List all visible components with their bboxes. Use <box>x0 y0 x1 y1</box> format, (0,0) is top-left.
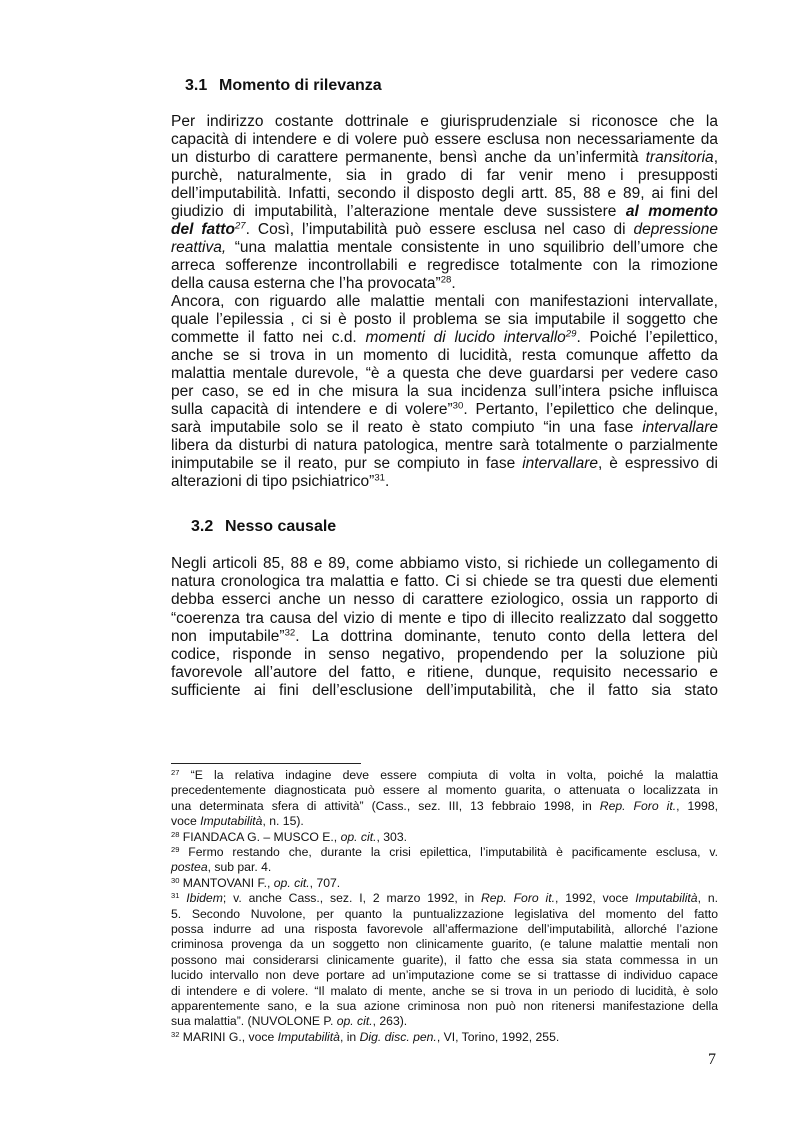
text-run: un disturbo di carattere permanente, bensì anche da un’infermità <box>171 149 646 166</box>
text-run: Ibidem <box>186 891 223 906</box>
text-line <box>171 383 718 401</box>
footnote-ref: 32 <box>284 627 296 639</box>
text-run: Imputabilità <box>200 814 263 829</box>
page-number: 7 <box>708 1051 716 1068</box>
text-run: op. cit. <box>340 829 377 844</box>
text-run: quale l’epilessia , ci si è posto il problema se sia imputabile il soggetto che <box>171 311 718 328</box>
text-run: MARINI G., voce <box>179 1029 278 1044</box>
text-run: capacità di intendere e di volere può essere esclusa non necessariamente da <box>171 131 718 148</box>
footnote-line <box>171 937 718 952</box>
text-run: sulla capacità di intendere e di volere” <box>171 401 453 418</box>
text-run: . Così, l’imputabilità può essere esclusa nel caso di <box>245 221 634 238</box>
text-run: non imputabile” <box>171 627 285 645</box>
footnote-ref: 31 <box>171 891 180 901</box>
text-run: MANTOVANI F., <box>179 875 274 890</box>
text-line <box>171 203 718 221</box>
text-line <box>171 275 718 293</box>
footnote-ref: 30 <box>452 400 464 412</box>
text-run: , <box>713 149 718 166</box>
text-run: “una malattia mentale consistente in uno squilibrio dell’umore che <box>226 239 718 256</box>
footnote-line <box>171 783 718 798</box>
text-line <box>171 437 718 455</box>
text-line <box>171 239 718 257</box>
text-run: Rep. Foro it. <box>599 798 677 813</box>
text-run: una determinata sfera di attività” (Cass., sez. III, 13 febbraio 1998, in <box>171 798 600 813</box>
text-run: libera da disturbi di natura patologica, mentre sarà totalmente o parzialmente <box>171 437 718 454</box>
text-run: della causa esterna che l’ha provocata” <box>171 275 441 292</box>
text-run: “E la relativa indagine deve essere compiuta di volta in volta, poiché la malattia <box>179 768 718 782</box>
footnote-line <box>171 814 718 829</box>
text-run: , n. <box>697 891 718 906</box>
text-run: . La dottrina dominante, tenuto conto della lettera del <box>295 627 718 645</box>
text-run: per caso, se ed in che misura la sua incidenza sull’intera psiche influisca <box>171 383 718 400</box>
text-run: , 707. <box>309 875 341 890</box>
text-run: malattia mentale durevole, “è a questa che deve guardarsi per vedere caso <box>171 365 718 382</box>
text-run: codice, risponde in senso negativo, propendendo per la soluzione più <box>171 646 718 663</box>
text-run: Negli articoli 85, 88 e 89, come abbiamo visto, si richiede un collegamento di <box>171 555 718 572</box>
footnote-line <box>171 1030 718 1045</box>
text-run: 5. Secondo Nuvolone, per quanto la puntualizzazione legislativa del momento del fatto <box>171 906 718 921</box>
section-heading-3-2 <box>191 518 336 536</box>
footnote-separator <box>171 763 361 764</box>
footnote-ref: 30 <box>171 875 180 885</box>
text-line <box>171 682 718 700</box>
text-line <box>171 113 718 131</box>
text-run: Dig. disc. pen. <box>359 1029 437 1044</box>
text-run: di intendere e di volere. “Il malato di mente, anche se si trova in un periodo di lucidità, è solo <box>171 983 718 998</box>
text-run: natura cronologica tra malattia e fatto. Ci si chiede se tra questi due elementi <box>171 573 718 591</box>
text-run: debba esserci anche un nesso di carattere eziologico, ossia un rapporto di <box>171 591 718 609</box>
text-line <box>171 221 718 239</box>
text-line <box>171 347 718 365</box>
text-run: FIANDACA G. – MUSCO E., <box>179 829 341 844</box>
text-run: momenti di lucido intervallo <box>365 329 566 346</box>
footnote-line <box>171 922 718 937</box>
section-heading-3-1 <box>185 77 382 95</box>
text-run: possono mai considerarsi clinicamente guarite), il fatto che essa sia stata commessa in un <box>171 952 718 967</box>
text-run: sufficiente ai fini dell’esclusione dell’imputabilità, che il fatto sia stato <box>171 682 718 700</box>
text-line <box>171 311 718 329</box>
section-title: Momento di rilevanza <box>219 77 382 94</box>
text-line <box>171 131 718 149</box>
text-run: del fatto <box>171 221 235 238</box>
text-run: Ancora, con riguardo alle malattie mentali con manifestazioni intervallate, <box>171 293 718 310</box>
text-line <box>171 555 718 573</box>
footnote-ref: 29 <box>171 844 180 854</box>
text-run: “coerenza tra causa del vizio di mente e tipo di illecito realizzato dal soggetto <box>171 609 718 627</box>
text-run: , è espressivo di <box>598 455 718 472</box>
text-run: , 1992, voce <box>555 891 636 906</box>
footnote-line <box>171 999 718 1014</box>
text-line <box>171 365 718 383</box>
footnote-line <box>171 845 718 860</box>
text-run: Rep. Foro it. <box>481 891 556 906</box>
footnote-ref: 31 <box>374 472 385 484</box>
text-run: sua malattia”. (NUVOLONE P. <box>171 1014 337 1029</box>
text-run: postea <box>171 860 208 875</box>
footnote-line <box>171 768 718 783</box>
text-run: . Poiché l’epilettico, <box>576 329 718 346</box>
text-line <box>171 646 718 664</box>
text-run: . <box>385 473 390 490</box>
section-number: 3.1 <box>185 77 208 94</box>
text-run: , 303. <box>376 829 407 844</box>
text-run: , sub par. 4. <box>207 860 272 875</box>
text-run: . <box>451 275 456 292</box>
footnote-line <box>171 984 718 999</box>
text-run: ; v. anche Cass., sez. I, 2 marzo 1992, in <box>222 891 481 906</box>
text-line <box>171 610 718 628</box>
text-run: dell’imputabilità. Infatti, secondo il disposto degli artt. 85, 88 e 89, ai fini del <box>171 185 718 202</box>
text-run: Imputabilità <box>277 1029 340 1044</box>
text-run: intervallare <box>522 455 599 472</box>
text-line <box>171 628 718 646</box>
footnote-line <box>171 799 718 814</box>
footnote-line <box>171 860 718 875</box>
text-line <box>171 473 718 491</box>
text-line <box>171 664 718 682</box>
text-run: Per indirizzo costante dottrinale e giurisprudenziale si riconosce che la <box>171 113 718 130</box>
text-run: Fermo restando che, durante la crisi epilettica, l’imputabilità è pacificamente esclusa, v. <box>179 845 718 859</box>
text-line <box>171 401 718 419</box>
text-line <box>171 293 718 311</box>
text-run: . Pertanto, l’epilettico che delinque, <box>463 401 718 418</box>
text-line <box>171 257 718 275</box>
footnote-ref: 28 <box>171 829 180 839</box>
footnote-ref: 32 <box>171 1029 180 1039</box>
text-run: sarà imputabile solo se il reato è stato compiuto “in una fase <box>171 419 643 436</box>
text-line <box>171 591 718 609</box>
text-run: favorevole all’autore del fatto, e ritiene, dunque, requisito necessario e <box>171 664 718 682</box>
text-run: apparentemente sano, e la sua azione criminosa non può non ritenersi manifestazione della <box>171 999 718 1013</box>
footnote-line <box>171 1014 718 1029</box>
text-run: al momento <box>625 203 718 220</box>
text-run: op. cit. <box>273 875 310 890</box>
footnote-ref: 27 <box>234 220 246 232</box>
text-run: purchè, naturalmente, sia in grado di far venir meno i presupposti <box>171 167 718 184</box>
text-run: depressione <box>633 221 718 238</box>
text-run: lucido intervallo non deve portare ad un’imputazione come se si trattasse di individuo capace <box>171 968 718 983</box>
text-run: , VI, Torino, 1992, 255. <box>436 1029 560 1044</box>
text-run: Imputabilità <box>635 891 698 906</box>
footnote-ref: 29 <box>565 328 577 340</box>
text-run: op. cit. <box>336 1014 373 1029</box>
text-line <box>171 329 718 347</box>
text-run: inimputabile se il reato, pur se compiuto in fase <box>171 455 523 472</box>
text-run: alterazioni di tipo psichiatrico” <box>171 473 375 490</box>
text-run: anche se si trova in un momento di lucidità, resta comunque affetto da <box>171 347 718 364</box>
text-run: reattiva, <box>171 239 227 256</box>
footnote-line <box>171 830 718 845</box>
footnote-line <box>171 907 718 922</box>
text-run: arreca sofferenze incontrollabili e regredisce totalmente con la rimozione <box>171 257 718 274</box>
text-run: commette il fatto nei c.d. <box>171 329 366 346</box>
text-run: intervallare <box>642 419 718 436</box>
text-run: voce <box>171 814 201 829</box>
text-run: transitoria <box>645 149 714 166</box>
section-title: Nesso causale <box>225 518 337 535</box>
text-line <box>171 573 718 591</box>
footnote-line <box>171 953 718 968</box>
text-line <box>171 185 718 203</box>
text-line <box>171 149 718 167</box>
text-run: possa indurre ad una risposta favorevole all’affermazione dell’imputabilità, allorché l’azione <box>171 922 718 936</box>
text-line <box>171 419 718 437</box>
footnote-line <box>171 968 718 983</box>
text-run: , n. 15). <box>262 814 304 829</box>
footnote-ref: 27 <box>171 767 180 777</box>
text-run: criminosa provenga da un soggetto non clinicamente guarito, (e talune malattie mentali non <box>171 937 718 952</box>
text-run: giudizio di imputabilità, l’alterazione mentale deve sussistere <box>171 203 626 220</box>
footnote-line <box>171 876 718 891</box>
text-run: , 1998, <box>676 798 718 813</box>
text-line <box>171 455 718 473</box>
text-run: , 263). <box>372 1014 408 1029</box>
section-number: 3.2 <box>191 518 214 535</box>
text-run: , in <box>339 1029 360 1044</box>
text-line <box>171 167 718 185</box>
text-run: precedentemente diagnosticata può essere al momento guarita, o attenuata o localizzata in <box>171 783 718 798</box>
footnote-line <box>171 891 718 906</box>
footnote-ref: 28 <box>440 274 452 286</box>
